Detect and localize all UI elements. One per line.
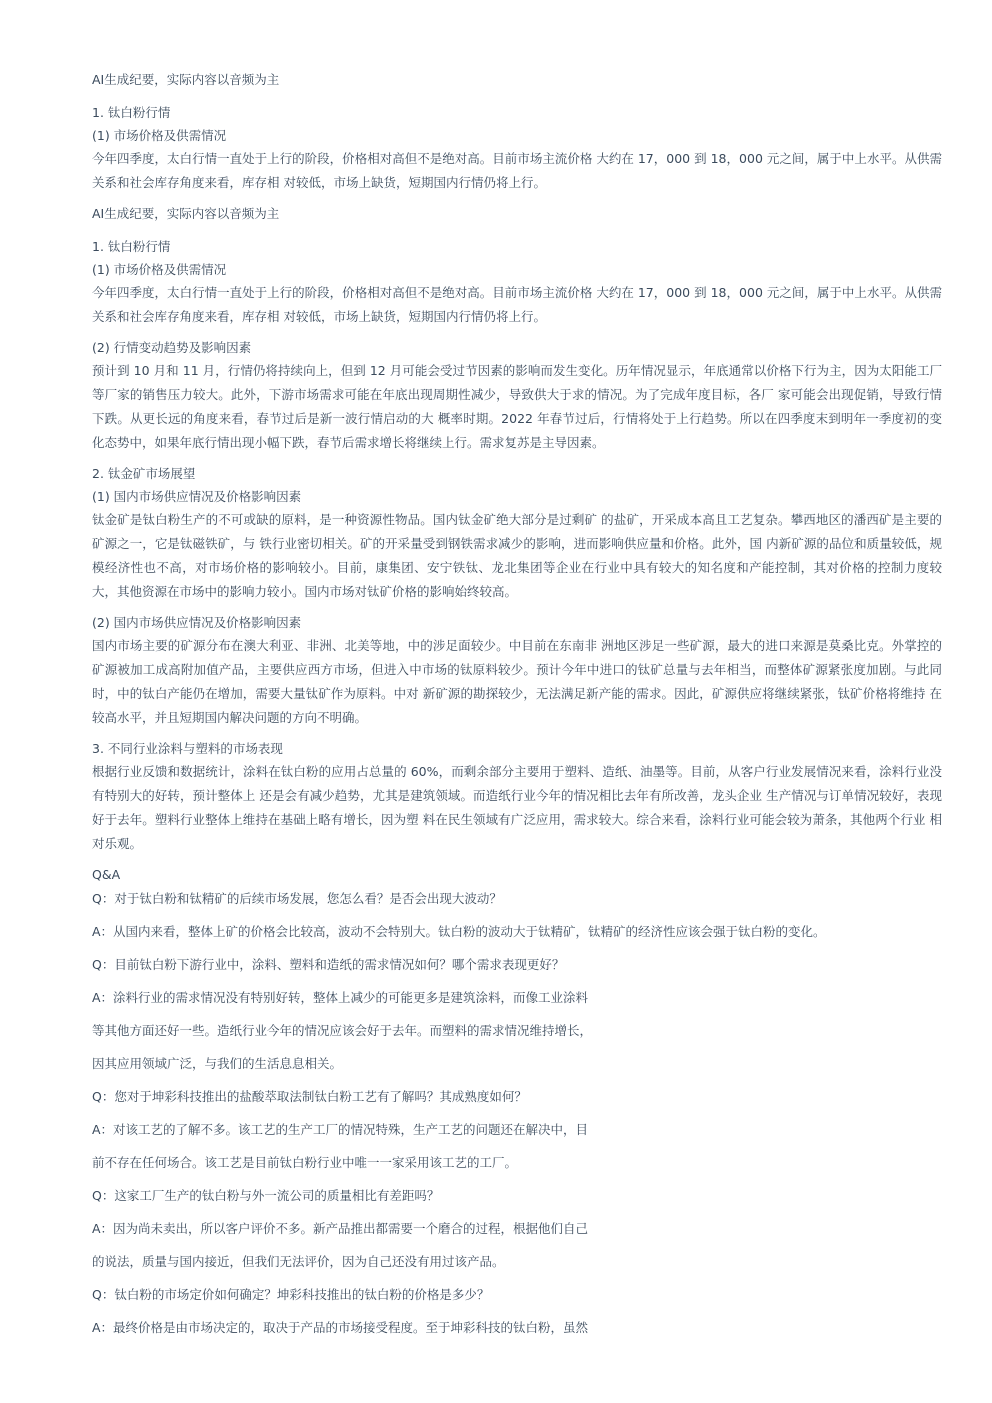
qa-answer: 等其他方面还好一些。造纸行业今年的情况应该会好于去年。而塑料的需求情况维持增长， [92, 1023, 593, 1038]
subsection-heading: (2) 国内市场供应情况及价格影响因素 [92, 615, 302, 630]
qa-question: Q：对于钛白粉和钛精矿的后续市场发展，您怎么看？是否会出现大波动？ [92, 891, 502, 906]
section-heading: 1. 钛白粉行情 [92, 105, 171, 120]
section-heading: 2. 钛金矿市场展望 [92, 466, 196, 481]
ai-disclaimer: AI生成纪要，实际内容以音频为主 [92, 72, 280, 87]
qa-answer: A：对该工艺的了解不多。该工艺的生产工厂的情况特殊，生产工艺的问题还在解决中，目 [92, 1122, 589, 1137]
paragraph: 国内市场主要的矿源分布在澳大利亚、非洲、北美等地，中的涉足面较少。中目前在东南非 洲地区涉足一些矿源，最大的进口来源是莫桑比克。外掌控的矿源被加工成高附加值产品，主要供应西方市场，但进入中市场的钛原料较少。预计今年中进口的钛矿总量与去年相当，而整体矿源紧张度加剧。与此同时，中的钛白产能仍在增加，需要大量钛矿作为原料。中对 新矿源的勘探较少，无法满足新产能的需求。因此，矿源供应将继续紧张，钛矿价格将维持 在较高水平，并且短期国内解决问题的方向不明确。 [92, 638, 942, 725]
subsection-heading: (1) 市场价格及供需情况 [92, 128, 227, 143]
paragraph: 预计到 10 月和 11 月，行情仍将持续向上，但到 12 月可能会受过节因素的影响而发生变化。历年情况显示，年底通常以价格下行为主，因为太阳能工厂等厂家的销售压力较大。此外，下游市场需求可能在年底出现周期性减少，导致供大于求的情况。为了完成年度目标，各厂 家可能会出现促销，导致行情下跌。从更长远的角度来看，春节过后是新一波行情启动的大 概率时期。2022 年春节过后，行情将处于上行趋势。所以在四季度末到明年一季度初的变 化态势中，如果年底行情出现小幅下跌，春节后需求增长将继续上行。需求复苏是主导因素。 [92, 363, 942, 450]
qa-question: Q：钛白粉的市场定价如何确定？坤彩科技推出的钛白粉的价格是多少？ [92, 1287, 490, 1302]
paragraph: 根据行业反馈和数据统计，涂料在钛白粉的应用占总量的 60%，而剩余部分主要用于塑料、造纸、油墨等。目前，从客户行业发展情况来看，涂料行业没有特别大的好转，预计整体上 还是会有减少趋势，尤其是建筑领域。而造纸行业今年的情况相比去年有所改善，龙头企业 生产情况与订单情况较好，表现好于去年。塑料行业整体上维持在基础上略有增长，因为塑 料在民生领域有广泛应用，需求较大。综合来看，涂料行业可能会较为萧条，其他两个行业 相对乐观。 [92, 764, 942, 851]
qa-answer: 的说法，质量与国内接近，但我们无法评价，因为自己还没有用过该产品。 [92, 1254, 505, 1269]
section-heading: 3. 不同行业涂料与塑料的市场表现 [92, 741, 283, 756]
paragraph: 今年四季度，太白行情一直处于上行的阶段，价格相对高但不是绝对高。目前市场主流价格 大约在 17，000 到 18，000 元之间，属于中上水平。从供需关系和社会库存角度来看，库存相 对较低，市场上缺货，短期国内行情仍将上行。 [92, 285, 942, 324]
qa-question: Q：目前钛白粉下游行业中，涂料、塑料和造纸的需求情况如何？哪个需求表现更好？ [92, 957, 565, 972]
qa-question: Q：这家工厂生产的钛白粉与外一流公司的质量相比有差距吗？ [92, 1188, 440, 1203]
paragraph: 钛金矿是钛白粉生产的不可或缺的原料，是一种资源性物品。国内钛金矿绝大部分是过剩矿 的盐矿，开采成本高且工艺复杂。攀西地区的潘西矿是主要的矿源之一，它是钛磁铁矿，与 铁行业密切相关。矿的开采量受到钢铁需求减少的影响，进而影响供应量和价格。此外，国 内新矿源的品位和质量较低，规模经济性也不高，对市场价格的影响较小。目前，康集团、安宁铁钛、龙北集团等企业在行业中具有较大的知名度和产能控制，其对价格的控制力度较 大，其他资源在市场中的影响力较小。国内市场对钛矿价格的影响始终较高。 [92, 512, 942, 599]
ai-disclaimer: AI生成纪要，实际内容以音频为主 [92, 206, 280, 221]
paragraph: 今年四季度，太白行情一直处于上行的阶段，价格相对高但不是绝对高。目前市场主流价格 大约在 17，000 到 18，000 元之间，属于中上水平。从供需关系和社会库存角度来看，库存相 对较低，市场上缺货，短期国内行情仍将上行。 [92, 151, 942, 190]
subsection-heading: (2) 行情变动趋势及影响因素 [92, 340, 252, 355]
qa-question: Q：您对于坤彩科技推出的盐酸萃取法制钛白粉工艺有了解吗？其成熟度如何？ [92, 1089, 527, 1104]
qa-answer: A：因为尚未卖出，所以客户评价不多。新产品推出都需要一个磨合的过程，根据他们自己 [92, 1221, 589, 1236]
qa-answer: A：最终价格是由市场决定的，取决于产品的市场接受程度。至于坤彩科技的钛白粉，虽然 [92, 1320, 589, 1335]
subsection-heading: (1) 国内市场供应情况及价格影响因素 [92, 489, 302, 504]
qa-list [92, 887, 942, 1340]
qa-heading: Q&A [92, 867, 121, 882]
subsection-heading: (1) 市场价格及供需情况 [92, 262, 227, 277]
section-heading: 1. 钛白粉行情 [92, 239, 171, 254]
qa-answer: 前不存在任何场合。该工艺是目前钛白粉行业中唯一一家采用该工艺的工厂。 [92, 1155, 518, 1170]
qa-answer: 因其应用领域广泛，与我们的生活息息相关。 [92, 1056, 343, 1071]
qa-answer: A：从国内来看，整体上矿的价格会比较高，波动不会特别大。钛白粉的波动大于钛精矿，钛精矿的经济性应该会强于钛白粉的变化。 [92, 924, 826, 939]
qa-answer: A：涂料行业的需求情况没有特别好转，整体上减少的可能更多是建筑涂料，而像工业涂料 [92, 990, 589, 1005]
